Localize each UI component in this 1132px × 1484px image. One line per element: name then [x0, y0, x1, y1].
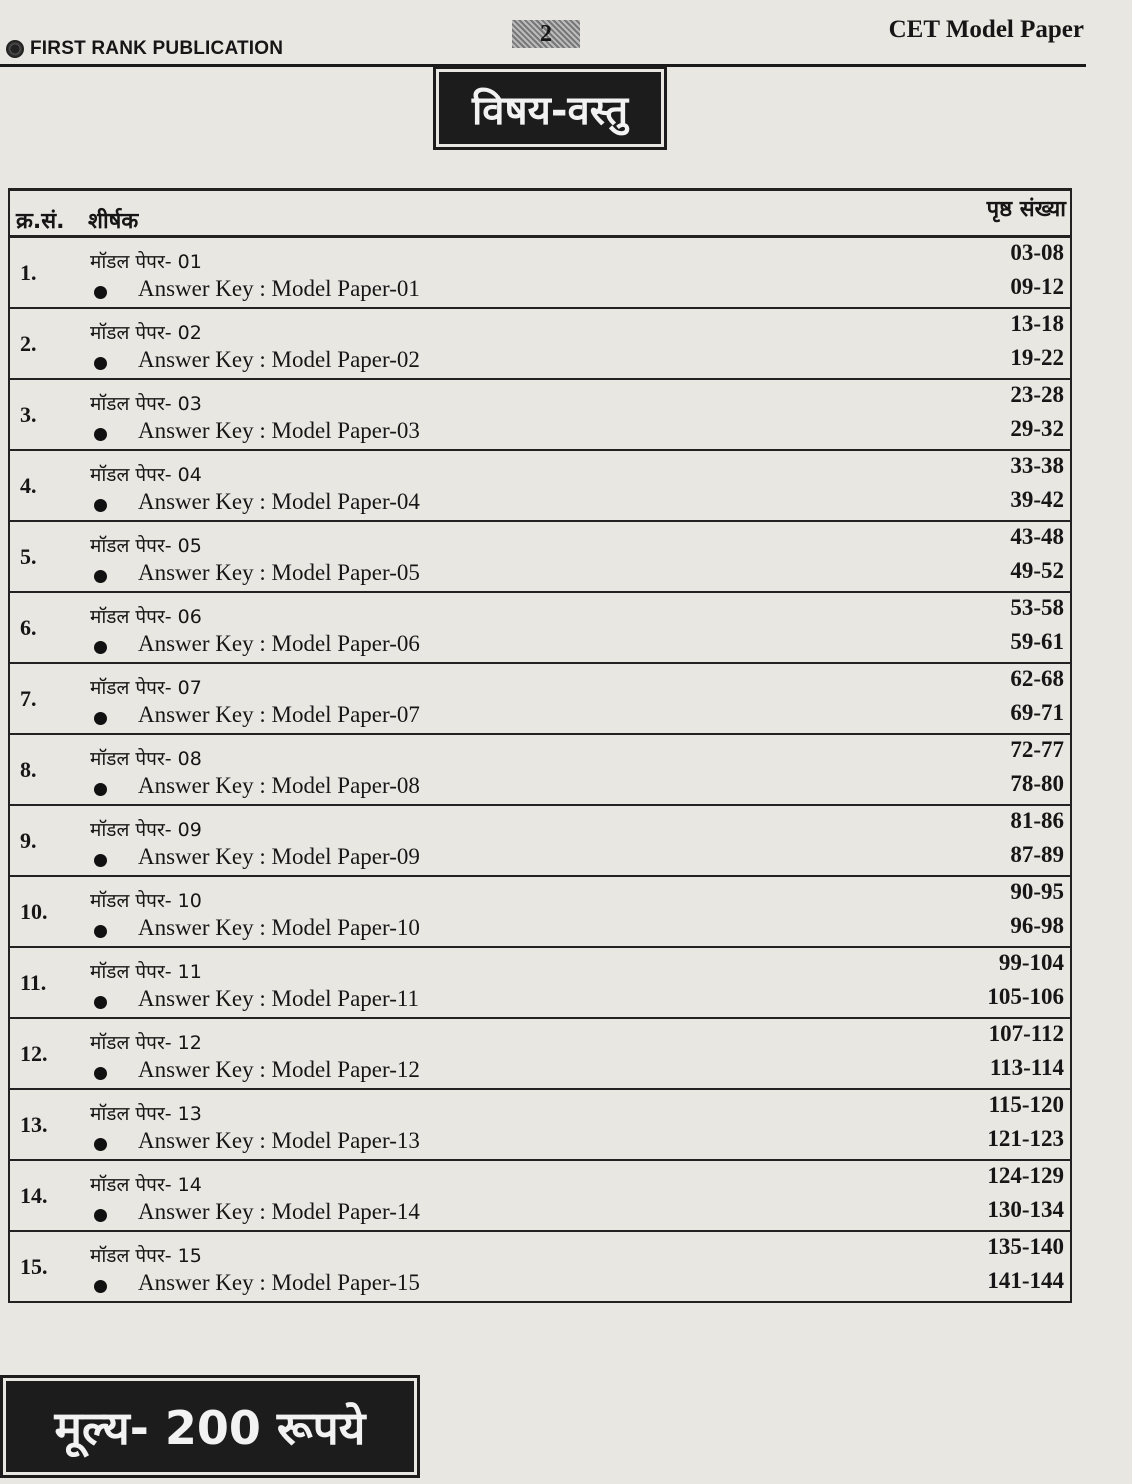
publisher-label: [6, 38, 283, 60]
bullet-icon: [94, 996, 107, 1009]
bullet-icon: [94, 357, 107, 370]
serial-number: 2.: [20, 331, 37, 356]
paper-page-range: 72-77: [1010, 737, 1064, 762]
answer-key-page-range: 69-71: [1010, 700, 1064, 725]
paper-page-range: 53-58: [1010, 595, 1064, 620]
page-number: 2: [512, 20, 580, 48]
serial-number: 1.: [20, 260, 37, 285]
answer-key-page-range: 87-89: [1010, 842, 1064, 867]
price-box: [0, 1375, 420, 1478]
toc-row: [10, 877, 1070, 948]
publisher-name: FIRST RANK PUBLICATION: [30, 38, 284, 59]
answer-key-page-range: 96-98: [1010, 913, 1064, 938]
model-paper-title: मॉडल पेपर- 05: [90, 535, 202, 557]
answer-key-page-range: 19-22: [1010, 345, 1064, 370]
model-paper-title: मॉडल पेपर- 01: [90, 251, 202, 273]
running-title: CET Model Paper: [888, 16, 1084, 43]
model-paper-title: मॉडल पेपर- 13: [90, 1103, 202, 1125]
paper-page-range: 33-38: [1010, 453, 1064, 478]
answer-key-page-range: 59-61: [1010, 629, 1064, 654]
serial-column-header: क्र.सं.: [16, 209, 65, 234]
answer-key-page-range: 78-80: [1010, 771, 1064, 796]
toc-row: [10, 948, 1070, 1019]
toc-row: [10, 593, 1070, 664]
model-paper-title: मॉडल पेपर- 04: [90, 464, 202, 486]
bullet-icon: [94, 641, 107, 654]
bullet-icon: [94, 570, 107, 583]
toc-title-box: [433, 66, 667, 150]
answer-key-title: Answer Key : Model Paper-01: [138, 276, 420, 301]
answer-key-title: Answer Key : Model Paper-10: [138, 915, 420, 940]
bullet-icon: [94, 783, 107, 796]
toc-row: [10, 806, 1070, 877]
paper-page-range: 99-104: [998, 950, 1064, 975]
paper-page-range: 13-18: [1010, 311, 1064, 336]
serial-number: 7.: [20, 686, 37, 711]
bullet-icon: [94, 1138, 107, 1151]
bullet-icon: [94, 499, 107, 512]
answer-key-title: Answer Key : Model Paper-12: [138, 1057, 420, 1082]
paper-page-range: 81-86: [1010, 808, 1064, 833]
toc-row: [10, 1161, 1070, 1232]
model-paper-title: मॉडल पेपर- 15: [90, 1245, 202, 1267]
toc-rows: [10, 238, 1070, 1301]
toc-row: [10, 1232, 1070, 1301]
toc-row: [10, 451, 1070, 522]
answer-key-title: Answer Key : Model Paper-07: [138, 702, 420, 727]
serial-number: 15.: [20, 1254, 48, 1279]
answer-key-title: Answer Key : Model Paper-03: [138, 418, 420, 443]
paper-page-range: 135-140: [987, 1234, 1064, 1259]
serial-number: 8.: [20, 757, 37, 782]
paper-page-range: 124-129: [987, 1163, 1064, 1188]
answer-key-title: Answer Key : Model Paper-02: [138, 347, 420, 372]
paper-page-range: 03-08: [1010, 240, 1064, 265]
answer-key-page-range: 121-123: [987, 1126, 1064, 1151]
answer-key-title: Answer Key : Model Paper-11: [138, 986, 420, 1011]
model-paper-title: मॉडल पेपर- 11: [90, 961, 202, 983]
answer-key-title: Answer Key : Model Paper-04: [138, 489, 420, 514]
answer-key-page-range: 130-134: [987, 1197, 1064, 1222]
title-column-header: शीर्षक: [88, 209, 139, 234]
serial-number: 11.: [20, 970, 47, 995]
serial-number: 3.: [20, 402, 37, 427]
model-paper-title: मॉडल पेपर- 12: [90, 1032, 202, 1054]
bullet-icon: [94, 1067, 107, 1080]
serial-number: 6.: [20, 615, 37, 640]
model-paper-title: मॉडल पेपर- 02: [90, 322, 202, 344]
serial-number: 4.: [20, 473, 37, 498]
bullet-icon: [94, 854, 107, 867]
model-paper-title: मॉडल पेपर- 07: [90, 677, 202, 699]
paper-page-range: 23-28: [1010, 382, 1064, 407]
serial-number: 14.: [20, 1183, 48, 1208]
model-paper-title: मॉडल पेपर- 14: [90, 1174, 202, 1196]
bullet-icon: [94, 1209, 107, 1222]
serial-number: 9.: [20, 828, 37, 853]
serial-number: 13.: [20, 1112, 48, 1137]
toc-table: [8, 188, 1072, 1303]
answer-key-page-range: 09-12: [1010, 274, 1064, 299]
bullet-icon: [94, 1280, 107, 1293]
serial-number: 5.: [20, 544, 37, 569]
paper-page-range: 90-95: [1010, 879, 1064, 904]
answer-key-title: Answer Key : Model Paper-13: [138, 1128, 420, 1153]
model-paper-title: मॉडल पेपर- 03: [90, 393, 202, 415]
bullet-icon: [94, 428, 107, 441]
model-paper-title: मॉडल पेपर- 10: [90, 890, 202, 912]
pages-column-header: पृष्ठ संख्या: [986, 197, 1066, 222]
publisher-logo-icon: [6, 40, 24, 58]
answer-key-title: Answer Key : Model Paper-15: [138, 1270, 420, 1295]
toc-row: [10, 1019, 1070, 1090]
bullet-icon: [94, 286, 107, 299]
serial-number: 10.: [20, 899, 48, 924]
bullet-icon: [94, 925, 107, 938]
serial-number: 12.: [20, 1041, 48, 1066]
paper-page-range: 62-68: [1010, 666, 1064, 691]
page-header: [0, 0, 1132, 70]
answer-key-page-range: 113-114: [989, 1055, 1064, 1080]
paper-page-range: 107-112: [988, 1021, 1064, 1046]
paper-page-range: 43-48: [1010, 524, 1064, 549]
toc-title: विषय-वस्तु: [471, 87, 629, 134]
price-label: मूल्य- 200 रूपये: [54, 1400, 366, 1455]
toc-header-row: [10, 191, 1070, 238]
answer-key-page-range: 105-106: [987, 984, 1064, 1009]
toc-row: [10, 238, 1070, 309]
answer-key-page-range: 49-52: [1010, 558, 1064, 583]
model-paper-title: मॉडल पेपर- 09: [90, 819, 202, 841]
answer-key-title: Answer Key : Model Paper-09: [138, 844, 420, 869]
answer-key-title: Answer Key : Model Paper-14: [138, 1199, 420, 1224]
bullet-icon: [94, 712, 107, 725]
model-paper-title: मॉडल पेपर- 06: [90, 606, 202, 628]
toc-row: [10, 1090, 1070, 1161]
toc-row: [10, 309, 1070, 380]
answer-key-title: Answer Key : Model Paper-06: [138, 631, 420, 656]
toc-row: [10, 380, 1070, 451]
answer-key-page-range: 39-42: [1010, 487, 1064, 512]
toc-row: [10, 664, 1070, 735]
toc-row: [10, 522, 1070, 593]
answer-key-page-range: 141-144: [987, 1268, 1064, 1293]
answer-key-page-range: 29-32: [1010, 416, 1064, 441]
toc-row: [10, 735, 1070, 806]
answer-key-title: Answer Key : Model Paper-08: [138, 773, 420, 798]
answer-key-title: Answer Key : Model Paper-05: [138, 560, 420, 585]
paper-page-range: 115-120: [988, 1092, 1064, 1117]
model-paper-title: मॉडल पेपर- 08: [90, 748, 202, 770]
